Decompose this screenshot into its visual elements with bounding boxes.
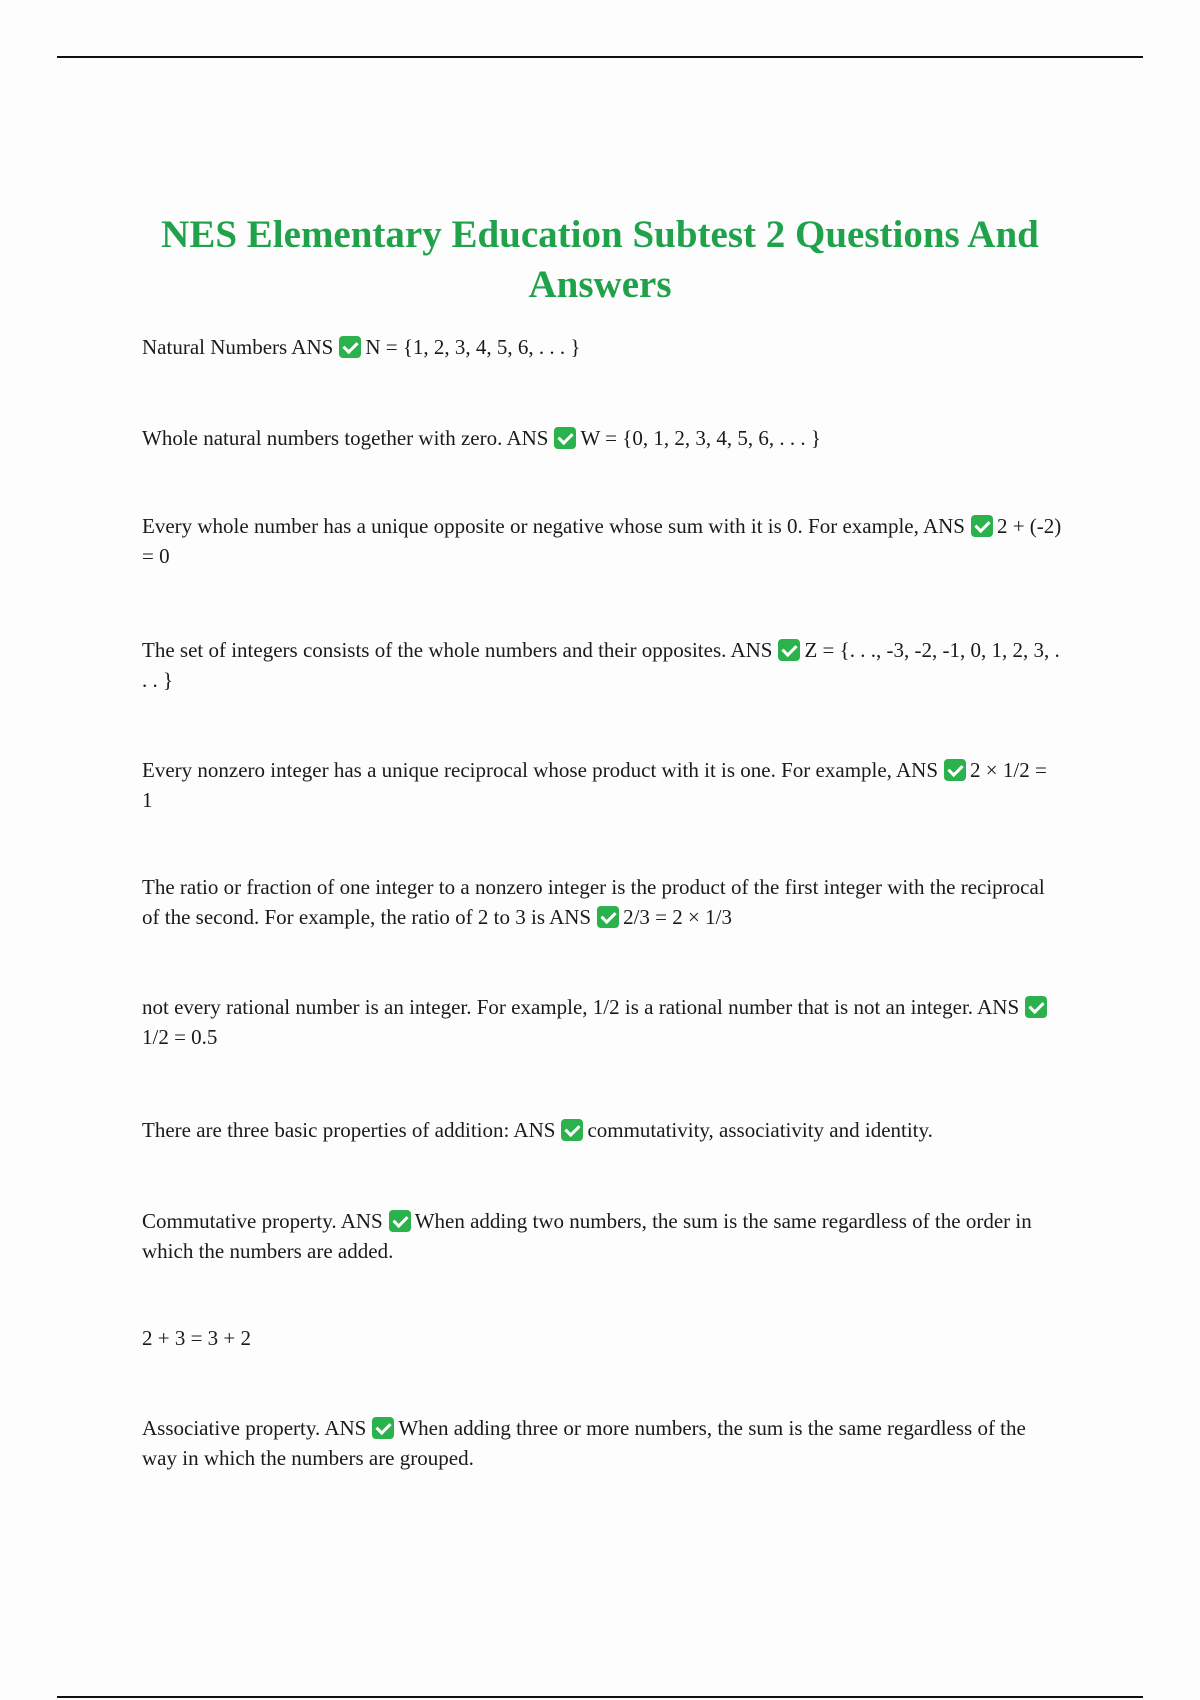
question-text: The ratio or fraction of one integer to a nonzero integer is the product of the first integer with the reciprocal of the second. For example, the ratio of 2 to 3 is ANS (142, 875, 1045, 929)
top-rule (57, 56, 1143, 58)
checkmark-icon (971, 515, 993, 537)
qa-item (142, 1206, 1062, 1266)
checkmark-icon (554, 427, 576, 449)
checkmark-icon (389, 1210, 411, 1232)
qa-item (142, 423, 1062, 453)
qa-item (142, 872, 1062, 932)
answer-text: W = {0, 1, 2, 3, 4, 5, 6, . . . } (580, 426, 821, 450)
answer-text: N = {1, 2, 3, 4, 5, 6, . . . } (365, 335, 581, 359)
question-text: Natural Numbers ANS (142, 335, 334, 359)
question-text: The set of integers consists of the whole numbers and their opposites. ANS (142, 638, 773, 662)
bottom-rule (57, 1696, 1143, 1698)
question-text: Every nonzero integer has a unique reciprocal whose product with it is one. For example, ANS (142, 758, 939, 782)
question-text: not every rational number is an integer. For example, 1/2 is a rational number that is not an integer. ANS (142, 995, 1020, 1019)
checkmark-icon (339, 336, 361, 358)
question-text: Whole natural numbers together with zero. ANS (142, 426, 549, 450)
answer-text: When adding two numbers, the sum is the same regardless of the order in which the numbers are added. (142, 1209, 1032, 1263)
question-text: There are three basic properties of addition: ANS (142, 1118, 556, 1142)
question-text: Commutative property. ANS (142, 1209, 383, 1233)
qa-item (142, 1413, 1062, 1473)
question-text: Every whole number has a unique opposite or negative whose sum with it is 0. For example, ANS (142, 514, 965, 538)
answer-text: 2 × 1/2 = 1 (142, 758, 1047, 812)
answer-text: 2 + (-2) = 0 (142, 514, 1062, 568)
answer-text: When adding three or more numbers, the sum is the same regardless of the way in which the numbers are grouped. (142, 1416, 1026, 1470)
example-equation: 2 + 3 = 3 + 2 (142, 1326, 252, 1350)
answer-text: Z = {. . ., -3, -2, -1, 0, 1, 2, 3, . . . } (142, 638, 1060, 692)
qa-item (142, 755, 1062, 815)
answer-text: 1/2 = 0.5 (142, 1025, 218, 1049)
qa-item (142, 992, 1062, 1052)
qa-item (142, 332, 1062, 362)
checkmark-icon (597, 906, 619, 928)
qa-item (142, 1115, 1062, 1145)
checkmark-icon (778, 639, 800, 661)
answer-text: 2/3 = 2 × 1/3 (623, 905, 732, 929)
qa-item (142, 511, 1062, 571)
question-text: Associative property. ANS (142, 1416, 367, 1440)
checkmark-icon (944, 759, 966, 781)
qa-item (142, 635, 1062, 695)
checkmark-icon (372, 1417, 394, 1439)
checkmark-icon (1025, 996, 1047, 1018)
checkmark-icon (561, 1119, 583, 1141)
document-title: NES Elementary Education Subtest 2 Questions And Answers (161, 213, 1039, 306)
answer-text: commutativity, associativity and identity. (587, 1118, 933, 1142)
